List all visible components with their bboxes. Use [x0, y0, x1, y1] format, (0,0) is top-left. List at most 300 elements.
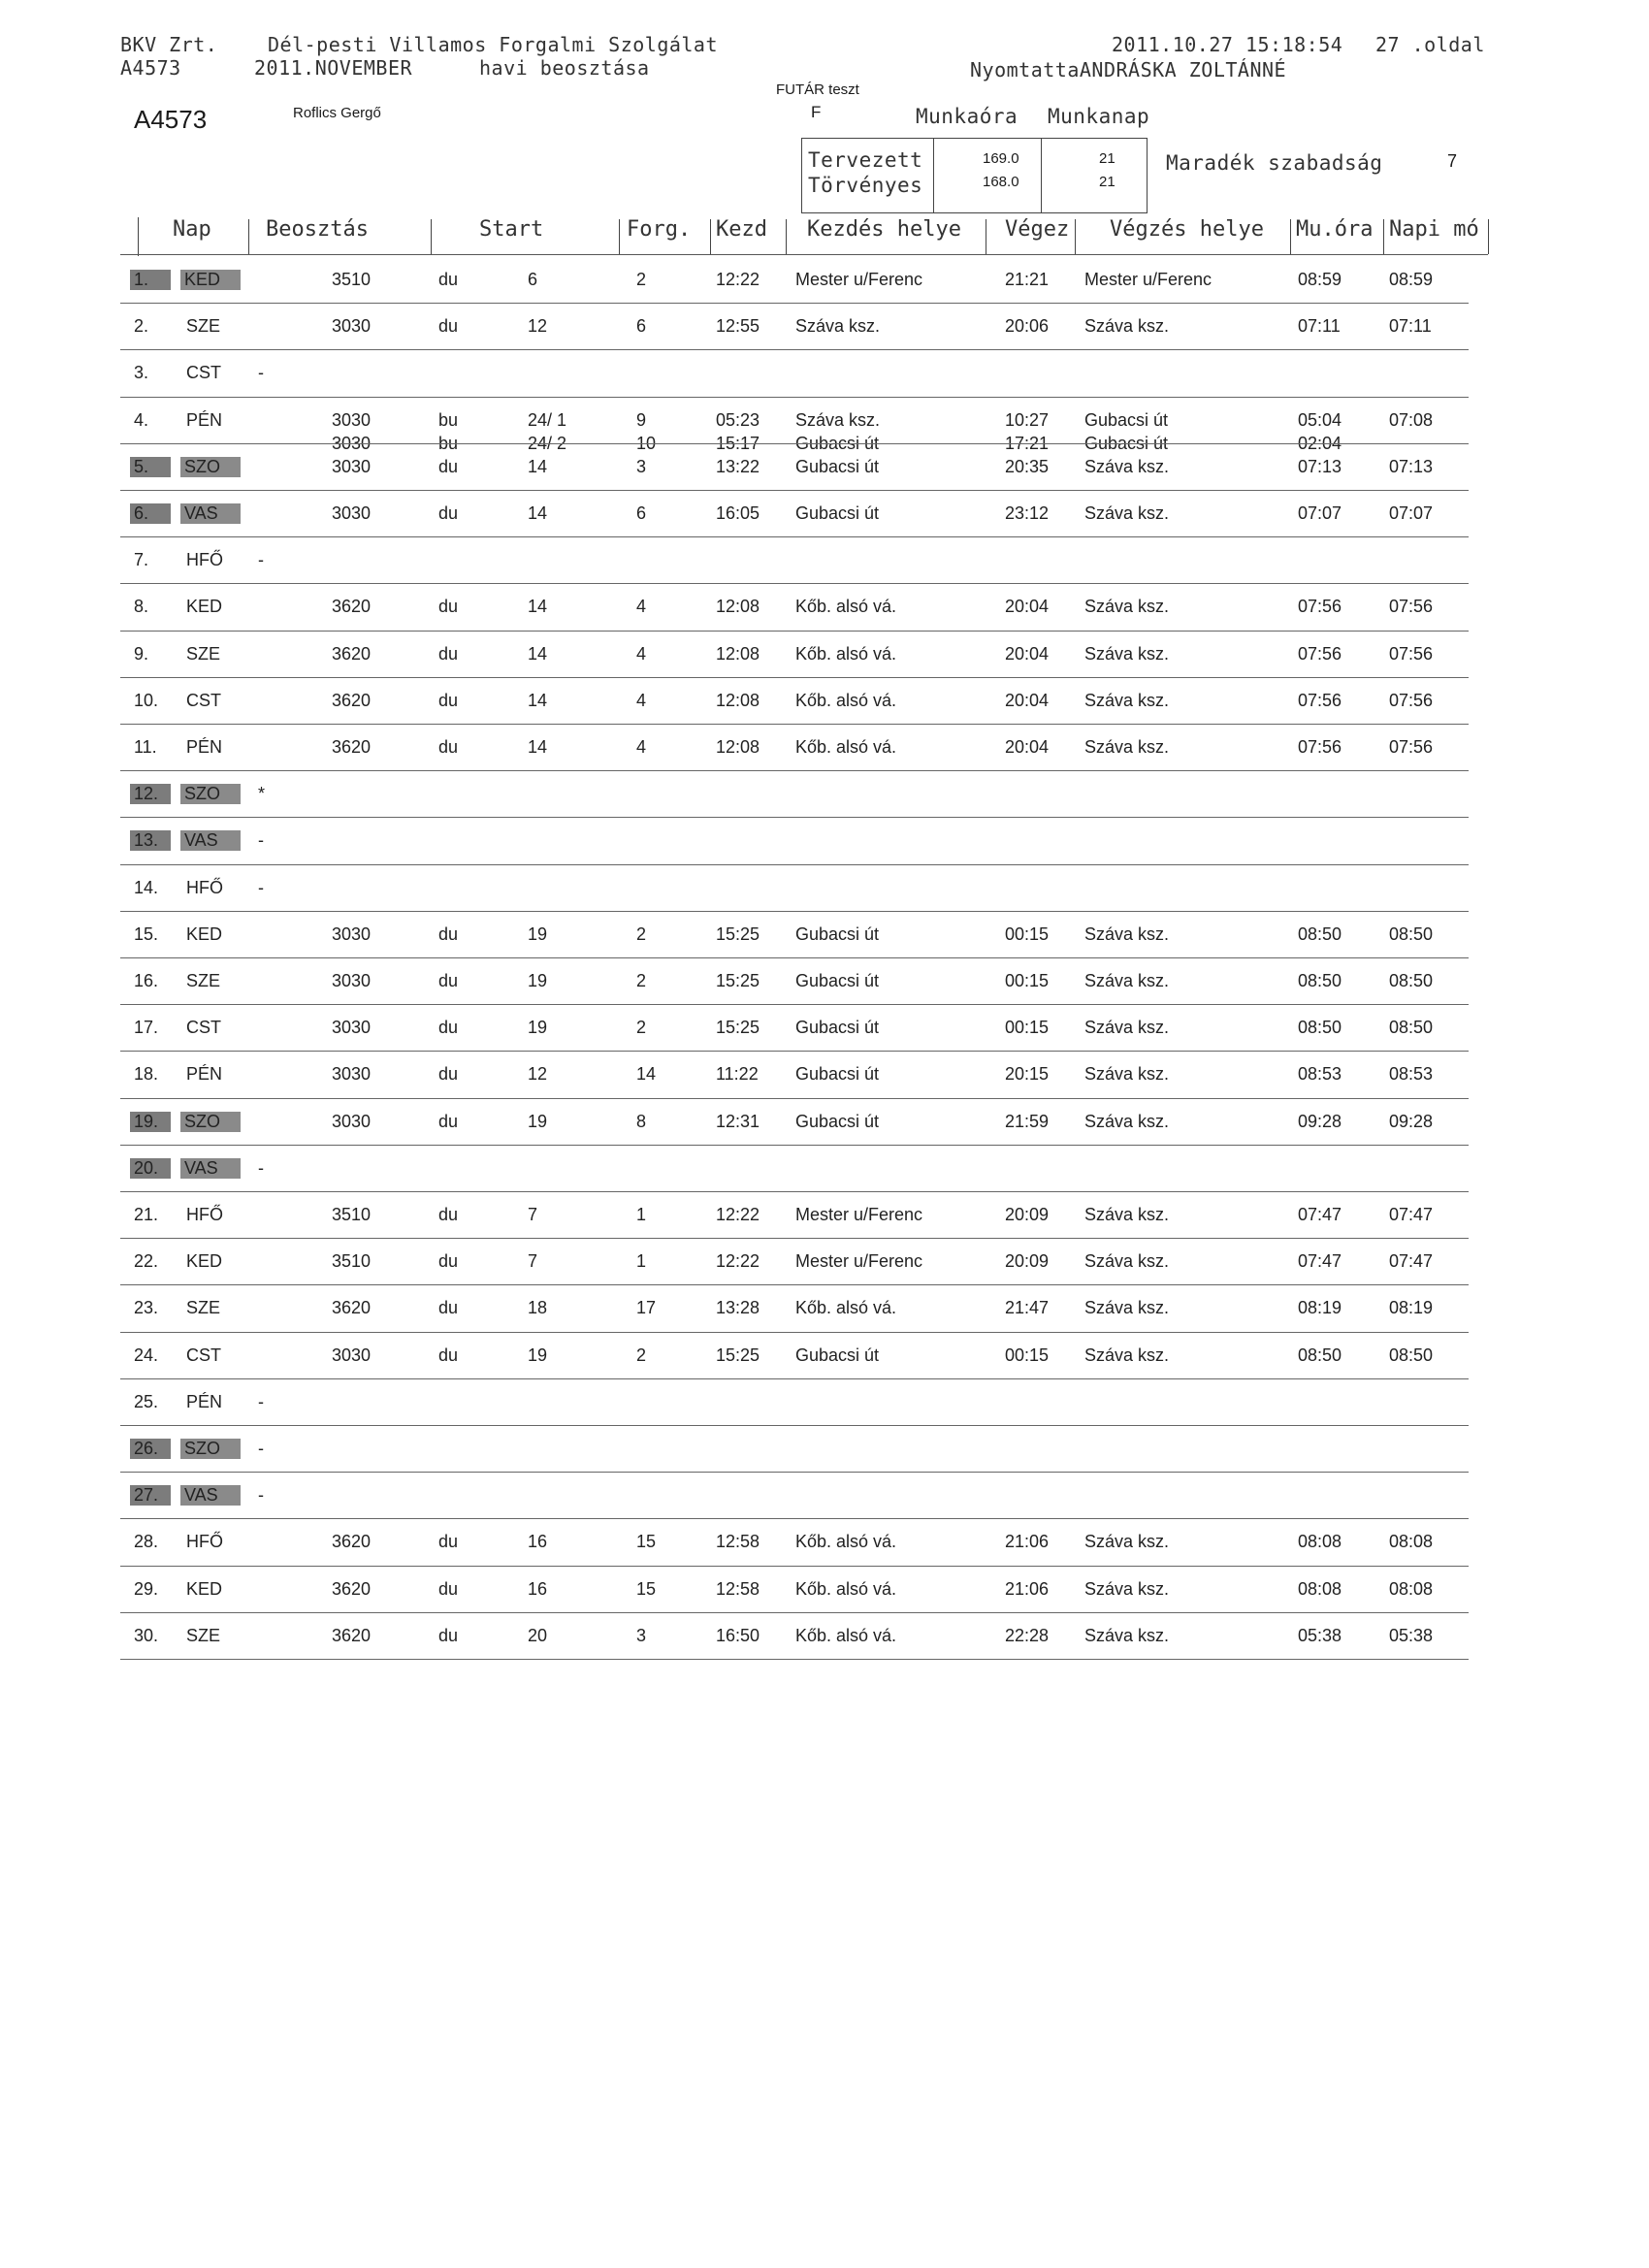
- cell-day: 27.: [130, 1485, 171, 1506]
- cell-shift-type: du: [438, 923, 459, 944]
- cell-start: 24/ 1: [528, 409, 567, 430]
- table-row: [0, 819, 1649, 865]
- row-divider: [120, 1472, 1469, 1473]
- cell-day: 1.: [130, 270, 171, 290]
- cell-napi-mo: 08:50: [1389, 971, 1434, 990]
- cell-forg: 4: [636, 690, 647, 710]
- cell-shift-type: du: [438, 597, 459, 617]
- cell-shift-type: du: [438, 316, 459, 337]
- cell-vegzes-helye: Száva ksz.: [1084, 1532, 1170, 1552]
- cell-vegzes-helye: Száva ksz.: [1084, 1064, 1170, 1085]
- cell-vegzes-helye: Száva ksz.: [1084, 1625, 1170, 1645]
- cell-start: 19: [528, 1018, 548, 1038]
- cell-vegez: 23:12: [1005, 503, 1050, 523]
- page-number: 27 .oldal: [1375, 33, 1485, 56]
- cell-beosztas: 3030: [332, 433, 372, 453]
- cell-kezd: 12:58: [716, 1578, 760, 1599]
- cell-kezdes-helye: Gubacsi út: [795, 971, 880, 990]
- cell-weekday: VAS: [180, 1158, 241, 1179]
- cell-shift-type: du: [438, 1018, 459, 1038]
- cell-shift-type: du: [438, 1111, 459, 1131]
- row-divider: [120, 1004, 1469, 1005]
- row-divider: [120, 770, 1469, 771]
- cell-kezd: 15:25: [716, 971, 760, 990]
- col-mu-ora: Mu.óra: [1296, 217, 1374, 242]
- row-divider: [120, 536, 1469, 537]
- table-row: [0, 1240, 1649, 1286]
- cell-forg: 10: [636, 433, 657, 453]
- cell-start: 19: [528, 1111, 548, 1131]
- cell-weekday: KED: [180, 270, 241, 290]
- cell-vegez: 20:09: [1005, 1205, 1050, 1224]
- cell-beosztas: 3030: [332, 503, 372, 523]
- row-divider: [120, 1518, 1469, 1519]
- cell-start: 20: [528, 1625, 548, 1645]
- table-row: [0, 1100, 1649, 1147]
- cell-start: 14: [528, 690, 548, 710]
- cell-vegez: 00:15: [1005, 923, 1050, 944]
- cell-napi-mo: 08:53: [1389, 1064, 1434, 1085]
- cell-kezdes-helye: Kőb. alsó vá.: [795, 737, 897, 757]
- cell-napi-mo: 08:50: [1389, 923, 1434, 944]
- cell-vegez: 20:06: [1005, 316, 1050, 337]
- department-name: Dél-pesti Villamos Forgalmi Szolgálat: [268, 33, 719, 56]
- cell-kezdes-helye: Száva ksz.: [795, 409, 881, 430]
- row-divider: [120, 1238, 1469, 1239]
- cell-day-off-mark: -: [258, 830, 264, 851]
- cell-mu-ora: 07:47: [1298, 1205, 1342, 1224]
- cell-start: 7: [528, 1251, 538, 1272]
- cell-shift-type: du: [438, 1345, 459, 1365]
- table-row: [0, 1380, 1649, 1427]
- cell-vegez: 21:06: [1005, 1532, 1050, 1552]
- cell-napi-mo: 08:59: [1389, 270, 1434, 289]
- cell-napi-mo: 07:13: [1389, 456, 1434, 476]
- cell-weekday: SZO: [180, 784, 241, 804]
- table-row: [0, 1474, 1649, 1520]
- row-divider: [120, 817, 1469, 818]
- cell-mu-ora: 05:04: [1298, 409, 1342, 430]
- cell-kezd: 16:05: [716, 503, 760, 523]
- cell-forg: 2: [636, 270, 647, 289]
- cell-vegzes-helye: Száva ksz.: [1084, 1018, 1170, 1038]
- cell-kezd: 11:22: [716, 1064, 759, 1085]
- cell-vegzes-helye: Száva ksz.: [1084, 1251, 1170, 1272]
- cell-start: 19: [528, 971, 548, 990]
- cell-vegez: 20:15: [1005, 1064, 1050, 1085]
- cell-vegez: 21:21: [1005, 270, 1050, 289]
- cell-weekday: KED: [186, 1251, 223, 1272]
- cell-beosztas: 3620: [332, 1625, 372, 1645]
- schedule-code: A4573: [120, 56, 181, 80]
- cell-day-off-mark: *: [258, 784, 266, 804]
- cell-vegez: 20:04: [1005, 597, 1050, 617]
- cell-kezdes-helye: Gubacsi út: [795, 1345, 880, 1365]
- cell-napi-mo: 09:28: [1389, 1111, 1434, 1131]
- cell-start: 19: [528, 923, 548, 944]
- summary-hours-header: Munkaóra: [916, 105, 1018, 128]
- cell-beosztas: 3620: [332, 643, 372, 664]
- cell-kezd: 15:25: [716, 1018, 760, 1038]
- row-divider: [120, 1378, 1469, 1379]
- cell-day: 24.: [134, 1345, 159, 1365]
- cell-kezd: 13:28: [716, 1298, 760, 1318]
- cell-napi-mo: 07:11: [1389, 316, 1432, 337]
- cell-kezdes-helye: Száva ksz.: [795, 316, 881, 337]
- cell-shift-type: du: [438, 1064, 459, 1085]
- cell-vegez: 21:47: [1005, 1298, 1050, 1318]
- cell-kezdes-helye: Gubacsi út: [795, 1064, 880, 1085]
- cell-vegez: 21:59: [1005, 1111, 1050, 1131]
- cell-weekday: VAS: [180, 503, 241, 524]
- row-divider: [120, 1145, 1469, 1146]
- table-row: [0, 351, 1649, 398]
- cell-shift-type: du: [438, 971, 459, 990]
- cell-vegez: 20:04: [1005, 737, 1050, 757]
- legal-label: Törvényes: [808, 174, 923, 197]
- document-type: havi beosztása: [479, 56, 650, 80]
- table-row: [0, 585, 1649, 632]
- cell-day: 17.: [134, 1018, 159, 1038]
- cell-weekday: KED: [186, 923, 223, 944]
- cell-kezd: 12:22: [716, 1251, 760, 1272]
- cell-mu-ora: 02:04: [1298, 433, 1342, 453]
- cell-vegez: 21:06: [1005, 1578, 1050, 1599]
- cell-kezd: 05:23: [716, 409, 760, 430]
- planned-hours: 169.0: [983, 150, 1019, 167]
- table-row: [0, 632, 1649, 679]
- row-divider: [120, 303, 1469, 304]
- cell-vegzes-helye: Száva ksz.: [1084, 923, 1170, 944]
- cell-napi-mo: 05:38: [1389, 1625, 1434, 1645]
- cell-beosztas: 3030: [332, 316, 372, 337]
- cell-weekday: PÉN: [186, 1391, 223, 1411]
- cell-mu-ora: 05:38: [1298, 1625, 1342, 1645]
- cell-mu-ora: 07:47: [1298, 1251, 1342, 1272]
- cell-day: 30.: [134, 1625, 159, 1645]
- cell-vegzes-helye: Száva ksz.: [1084, 690, 1170, 710]
- cell-day-off-mark: -: [258, 1439, 264, 1458]
- cell-forg: 8: [636, 1111, 647, 1131]
- cell-forg: 3: [636, 1625, 647, 1645]
- cell-mu-ora: 08:53: [1298, 1064, 1342, 1085]
- row-divider: [120, 724, 1469, 725]
- cell-beosztas: 3510: [332, 270, 372, 289]
- cell-kezdes-helye: Gubacsi út: [795, 1111, 880, 1131]
- cell-napi-mo: 07:08: [1389, 409, 1434, 430]
- cell-mu-ora: 08:50: [1298, 1345, 1342, 1365]
- cell-start: 16: [528, 1532, 548, 1552]
- cell-vegez: 00:15: [1005, 1018, 1050, 1038]
- row-divider: [120, 490, 1469, 491]
- table-row: [0, 305, 1649, 351]
- cell-weekday: CST: [186, 690, 221, 710]
- col-napi-mo: Napi mó: [1389, 217, 1479, 242]
- cell-kezdes-helye: Kőb. alsó vá.: [795, 643, 897, 664]
- cell-forg: 4: [636, 737, 647, 757]
- cell-beosztas: 3620: [332, 690, 372, 710]
- cell-vegez: 20:04: [1005, 643, 1050, 664]
- cell-start: 24/ 2: [528, 433, 567, 453]
- table-row: [0, 1568, 1649, 1614]
- row-divider: [120, 1098, 1469, 1099]
- cell-vegzes-helye: Száva ksz.: [1084, 503, 1170, 523]
- col-kezdes-helye: Kezdés helye: [807, 217, 961, 242]
- cell-weekday: HFŐ: [186, 550, 223, 570]
- table-row: [0, 959, 1649, 1006]
- futar-label: FUTÁR teszt: [776, 81, 859, 98]
- cell-vegez: 17:21: [1005, 433, 1050, 453]
- cell-vegzes-helye: Gubacsi út: [1084, 433, 1169, 453]
- cell-day: 3.: [134, 363, 149, 383]
- cell-shift-type: du: [438, 1625, 459, 1645]
- cell-kezdes-helye: Gubacsi út: [795, 503, 880, 523]
- cell-mu-ora: 08:50: [1298, 923, 1342, 944]
- cell-weekday: PÉN: [186, 737, 223, 757]
- cell-day: 25.: [134, 1391, 159, 1411]
- row-divider: [120, 1425, 1469, 1426]
- col-nap: Nap: [173, 217, 211, 242]
- cell-forg: 4: [636, 597, 647, 617]
- table-row: [0, 258, 1649, 305]
- row-divider: [120, 397, 1469, 398]
- cell-start: 14: [528, 737, 548, 757]
- cell-day: 19.: [130, 1112, 171, 1132]
- cell-day-off-mark: -: [258, 1485, 264, 1506]
- cell-vegez: 20:09: [1005, 1251, 1050, 1272]
- cell-weekday: SZE: [186, 316, 221, 337]
- cell-start: 19: [528, 1345, 548, 1365]
- planned-label: Tervezett: [808, 148, 923, 172]
- cell-kezdes-helye: Gubacsi út: [795, 923, 880, 944]
- cell-weekday: VAS: [180, 1485, 241, 1506]
- cell-shift-type: du: [438, 503, 459, 523]
- col-vegez: Végez: [1005, 217, 1070, 242]
- cell-beosztas: 3030: [332, 456, 372, 476]
- cell-start: 6: [528, 270, 538, 289]
- row-divider: [120, 349, 1469, 350]
- summary-box: [801, 138, 1148, 213]
- cell-weekday: CST: [186, 1018, 221, 1038]
- cell-vegzes-helye: Száva ksz.: [1084, 1578, 1170, 1599]
- cell-beosztas: 3620: [332, 597, 372, 617]
- cell-kezdes-helye: Kőb. alsó vá.: [795, 690, 897, 710]
- col-start: Start: [479, 217, 544, 242]
- futar-value: F: [811, 103, 822, 121]
- table-row: [0, 679, 1649, 726]
- row-divider: [120, 1612, 1469, 1613]
- cell-napi-mo: 08:50: [1389, 1018, 1434, 1038]
- cell-kezd: 12:22: [716, 1205, 760, 1224]
- cell-vegzes-helye: Száva ksz.: [1084, 316, 1170, 337]
- cell-shift-type: du: [438, 690, 459, 710]
- cell-beosztas: 3030: [332, 409, 372, 430]
- cell-vegez: 20:35: [1005, 456, 1050, 476]
- cell-vegzes-helye: Száva ksz.: [1084, 643, 1170, 664]
- cell-kezdes-helye: Gubacsi út: [795, 1018, 880, 1038]
- table-row: [0, 445, 1649, 492]
- cell-weekday: SZE: [186, 643, 221, 664]
- cell-beosztas: 3620: [332, 737, 372, 757]
- table-row: [0, 1520, 1649, 1567]
- cell-mu-ora: 07:56: [1298, 690, 1342, 710]
- cell-day: 23.: [134, 1298, 159, 1318]
- cell-forg: 15: [636, 1578, 657, 1599]
- cell-mu-ora: 08:50: [1298, 1018, 1342, 1038]
- row-divider: [120, 1051, 1469, 1052]
- cell-napi-mo: 07:56: [1389, 597, 1434, 617]
- cell-day: 21.: [134, 1205, 159, 1224]
- cell-day-off-mark: -: [258, 1157, 264, 1178]
- cell-kezd: 12:58: [716, 1532, 760, 1552]
- legal-days: 21: [1099, 174, 1116, 190]
- cell-forg: 6: [636, 316, 647, 337]
- cell-day-off-mark: -: [258, 1391, 264, 1411]
- cell-day: 11.: [134, 737, 157, 757]
- cell-vegzes-helye: Száva ksz.: [1084, 1298, 1170, 1318]
- col-beosztas: Beosztás: [266, 217, 369, 242]
- cell-beosztas: 3510: [332, 1205, 372, 1224]
- cell-mu-ora: 08:08: [1298, 1578, 1342, 1599]
- cell-day: 5.: [130, 457, 171, 477]
- cell-napi-mo: 08:19: [1389, 1298, 1434, 1318]
- cell-day: 2.: [134, 316, 149, 337]
- cell-day: 20.: [130, 1158, 171, 1179]
- employee-id: A4573: [134, 105, 208, 134]
- cell-napi-mo: 07:56: [1389, 643, 1434, 664]
- cell-mu-ora: 07:56: [1298, 643, 1342, 664]
- cell-mu-ora: 07:13: [1298, 456, 1342, 476]
- cell-kezd: 12:08: [716, 597, 760, 617]
- cell-mu-ora: 07:07: [1298, 503, 1342, 523]
- cell-kezd: 13:22: [716, 456, 760, 476]
- row-divider: [120, 1332, 1469, 1333]
- cell-mu-ora: 08:59: [1298, 270, 1342, 289]
- cell-shift-type: bu: [438, 409, 459, 430]
- row-divider: [120, 1659, 1469, 1660]
- cell-forg: 15: [636, 1532, 657, 1552]
- cell-day: 18.: [134, 1064, 159, 1085]
- cell-kezd: 12:55: [716, 316, 760, 337]
- table-row: [0, 866, 1649, 913]
- cell-kezd: 12:08: [716, 690, 760, 710]
- table-row: [0, 538, 1649, 585]
- row-divider: [120, 583, 1469, 584]
- cell-napi-mo: 08:08: [1389, 1578, 1434, 1599]
- cell-weekday: SZE: [186, 971, 221, 990]
- col-vegzes-helye: Végzés helye: [1110, 217, 1264, 242]
- cell-day: 16.: [134, 971, 159, 990]
- cell-kezdes-helye: Gubacsi út: [795, 456, 880, 476]
- row-divider: [120, 957, 1469, 958]
- cell-mu-ora: 07:11: [1298, 316, 1341, 337]
- cell-day: 6.: [130, 503, 171, 524]
- cell-beosztas: 3030: [332, 971, 372, 990]
- cell-weekday: HFŐ: [186, 1532, 223, 1552]
- cell-kezdes-helye: Kőb. alsó vá.: [795, 1298, 897, 1318]
- employee-name: Roflics Gergő: [293, 105, 381, 121]
- cell-weekday: PÉN: [186, 1064, 223, 1085]
- cell-kezd: 12:31: [716, 1111, 760, 1131]
- cell-mu-ora: 07:56: [1298, 597, 1342, 617]
- cell-napi-mo: 08:08: [1389, 1532, 1434, 1552]
- row-divider: [120, 631, 1469, 632]
- cell-beosztas: 3620: [332, 1578, 372, 1599]
- cell-day: 22.: [134, 1251, 159, 1272]
- cell-napi-mo: 07:47: [1389, 1251, 1434, 1272]
- cell-mu-ora: 07:56: [1298, 737, 1342, 757]
- cell-shift-type: du: [438, 1298, 459, 1318]
- cell-weekday: SZO: [180, 1439, 241, 1459]
- cell-kezd: 15:25: [716, 1345, 760, 1365]
- cell-beosztas: 3510: [332, 1251, 372, 1272]
- cell-vegzes-helye: Száva ksz.: [1084, 597, 1170, 617]
- cell-beosztas: 3030: [332, 1111, 372, 1131]
- cell-weekday: HFŐ: [186, 1205, 223, 1224]
- cell-start: 18: [528, 1298, 548, 1318]
- table-row: [0, 1053, 1649, 1099]
- schedule-month: 2011.NOVEMBER: [254, 56, 413, 80]
- table-row: [0, 1006, 1649, 1053]
- table-row: [0, 492, 1649, 538]
- cell-vegzes-helye: Száva ksz.: [1084, 1205, 1170, 1224]
- printed-at: 2011.10.27 15:18:54: [1112, 33, 1343, 56]
- cell-start: 14: [528, 597, 548, 617]
- row-divider: [120, 677, 1469, 678]
- cell-day-off-mark: -: [258, 550, 264, 570]
- cell-beosztas: 3030: [332, 923, 372, 944]
- cell-kezdes-helye: Mester u/Ferenc: [795, 1251, 923, 1272]
- cell-vegzes-helye: Gubacsi út: [1084, 409, 1169, 430]
- cell-kezdes-helye: Gubacsi út: [795, 433, 880, 453]
- cell-shift-type: du: [438, 1205, 459, 1224]
- row-divider: [120, 911, 1469, 912]
- cell-forg: 1: [636, 1251, 647, 1272]
- cell-vegzes-helye: Száva ksz.: [1084, 1345, 1170, 1365]
- cell-shift-type: du: [438, 270, 459, 289]
- cell-vegez: 10:27: [1005, 409, 1050, 430]
- cell-day: 13.: [130, 830, 171, 851]
- table-row: [0, 913, 1649, 959]
- cell-weekday: SZE: [186, 1298, 221, 1318]
- cell-start: 16: [528, 1578, 548, 1599]
- cell-kezd: 12:08: [716, 737, 760, 757]
- cell-day-off-mark: -: [258, 877, 264, 897]
- leave-label: Maradék szabadság: [1166, 151, 1383, 175]
- cell-shift-type: du: [438, 456, 459, 476]
- cell-start: 14: [528, 503, 548, 523]
- leave-value: 7: [1447, 151, 1458, 171]
- cell-shift-type: bu: [438, 433, 459, 453]
- cell-vegzes-helye: Száva ksz.: [1084, 737, 1170, 757]
- cell-vegez: 20:04: [1005, 690, 1050, 710]
- cell-day: 10.: [134, 690, 159, 710]
- table-row: [0, 399, 1649, 453]
- cell-mu-ora: 09:28: [1298, 1111, 1342, 1131]
- row-divider: [120, 1566, 1469, 1567]
- cell-kezd: 16:50: [716, 1625, 760, 1645]
- row-divider: [120, 1284, 1469, 1285]
- cell-start: 14: [528, 456, 548, 476]
- cell-weekday: KED: [186, 597, 223, 617]
- cell-vegzes-helye: Száva ksz.: [1084, 971, 1170, 990]
- cell-forg: 2: [636, 923, 647, 944]
- cell-forg: 17: [636, 1298, 657, 1318]
- cell-day: 9.: [134, 643, 149, 664]
- cell-napi-mo: 07:56: [1389, 737, 1434, 757]
- cell-start: 14: [528, 643, 548, 664]
- cell-vegez: 00:15: [1005, 971, 1050, 990]
